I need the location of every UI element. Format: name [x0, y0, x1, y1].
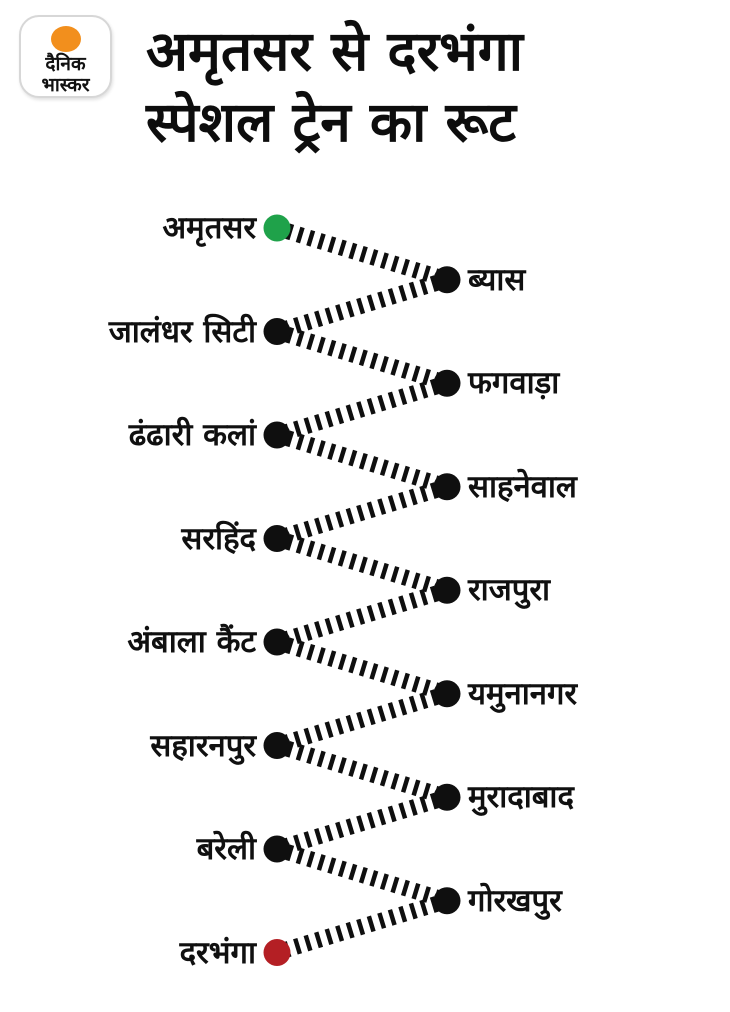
- station-dot: [434, 370, 461, 397]
- station-dot: [264, 836, 291, 863]
- station-label: साहनेवाल: [468, 468, 577, 505]
- station-dot: [434, 784, 461, 811]
- station-label: राजपुरा: [468, 572, 551, 609]
- station-label: गोरखपुर: [468, 882, 562, 919]
- route-segment: [277, 849, 447, 901]
- station-label: अंबाला कैंट: [127, 624, 256, 660]
- station-dot: [434, 266, 461, 293]
- route-segment: [277, 797, 447, 849]
- station-dot: [264, 422, 291, 449]
- station-dot: [434, 473, 461, 500]
- logo-text-line2: भास्कर: [41, 74, 90, 96]
- page-title-line2: स्पेशल ट्रेन का रूट: [146, 90, 516, 154]
- route-segment: [277, 746, 447, 798]
- station-label: ढंढारी कलां: [128, 417, 256, 453]
- route-segment: [277, 590, 447, 642]
- station-dot: [264, 318, 291, 345]
- route-segment: [277, 435, 447, 487]
- station-label: जालंधर सिटी: [108, 313, 256, 350]
- route-segment: [277, 901, 447, 953]
- station-dot: [264, 629, 291, 656]
- station-dot: [264, 732, 291, 759]
- station-dot: [264, 939, 291, 966]
- station-label: सहारनपुर: [150, 727, 256, 764]
- station-label: दरभंगा: [179, 934, 256, 971]
- route-segment: [277, 332, 447, 384]
- route-segment: [277, 539, 447, 591]
- route-segment: [277, 694, 447, 746]
- route-segment: [277, 280, 447, 332]
- route-segment: [277, 487, 447, 539]
- station-label: ब्यास: [468, 261, 526, 298]
- station-dot: [434, 680, 461, 707]
- station-dot: [434, 887, 461, 914]
- station-dot: [264, 525, 291, 552]
- logo-text-line1: दैनिक: [45, 53, 86, 75]
- page-title-line1: अमृतसर से दरभंगा: [146, 19, 523, 83]
- station-dot: [264, 215, 291, 242]
- station-label: बरेली: [196, 831, 256, 867]
- route-segment: [277, 642, 447, 694]
- station-label: अमृतसर: [162, 210, 256, 246]
- route-segment: [277, 383, 447, 435]
- station-label: फगवाड़ा: [468, 365, 560, 402]
- route-segment: [277, 228, 447, 280]
- station-label: यमुनानगर: [468, 675, 578, 712]
- station-dot: [434, 577, 461, 604]
- station-label: सरहिंद: [181, 520, 256, 557]
- station-label: मुरादाबाद: [468, 779, 574, 816]
